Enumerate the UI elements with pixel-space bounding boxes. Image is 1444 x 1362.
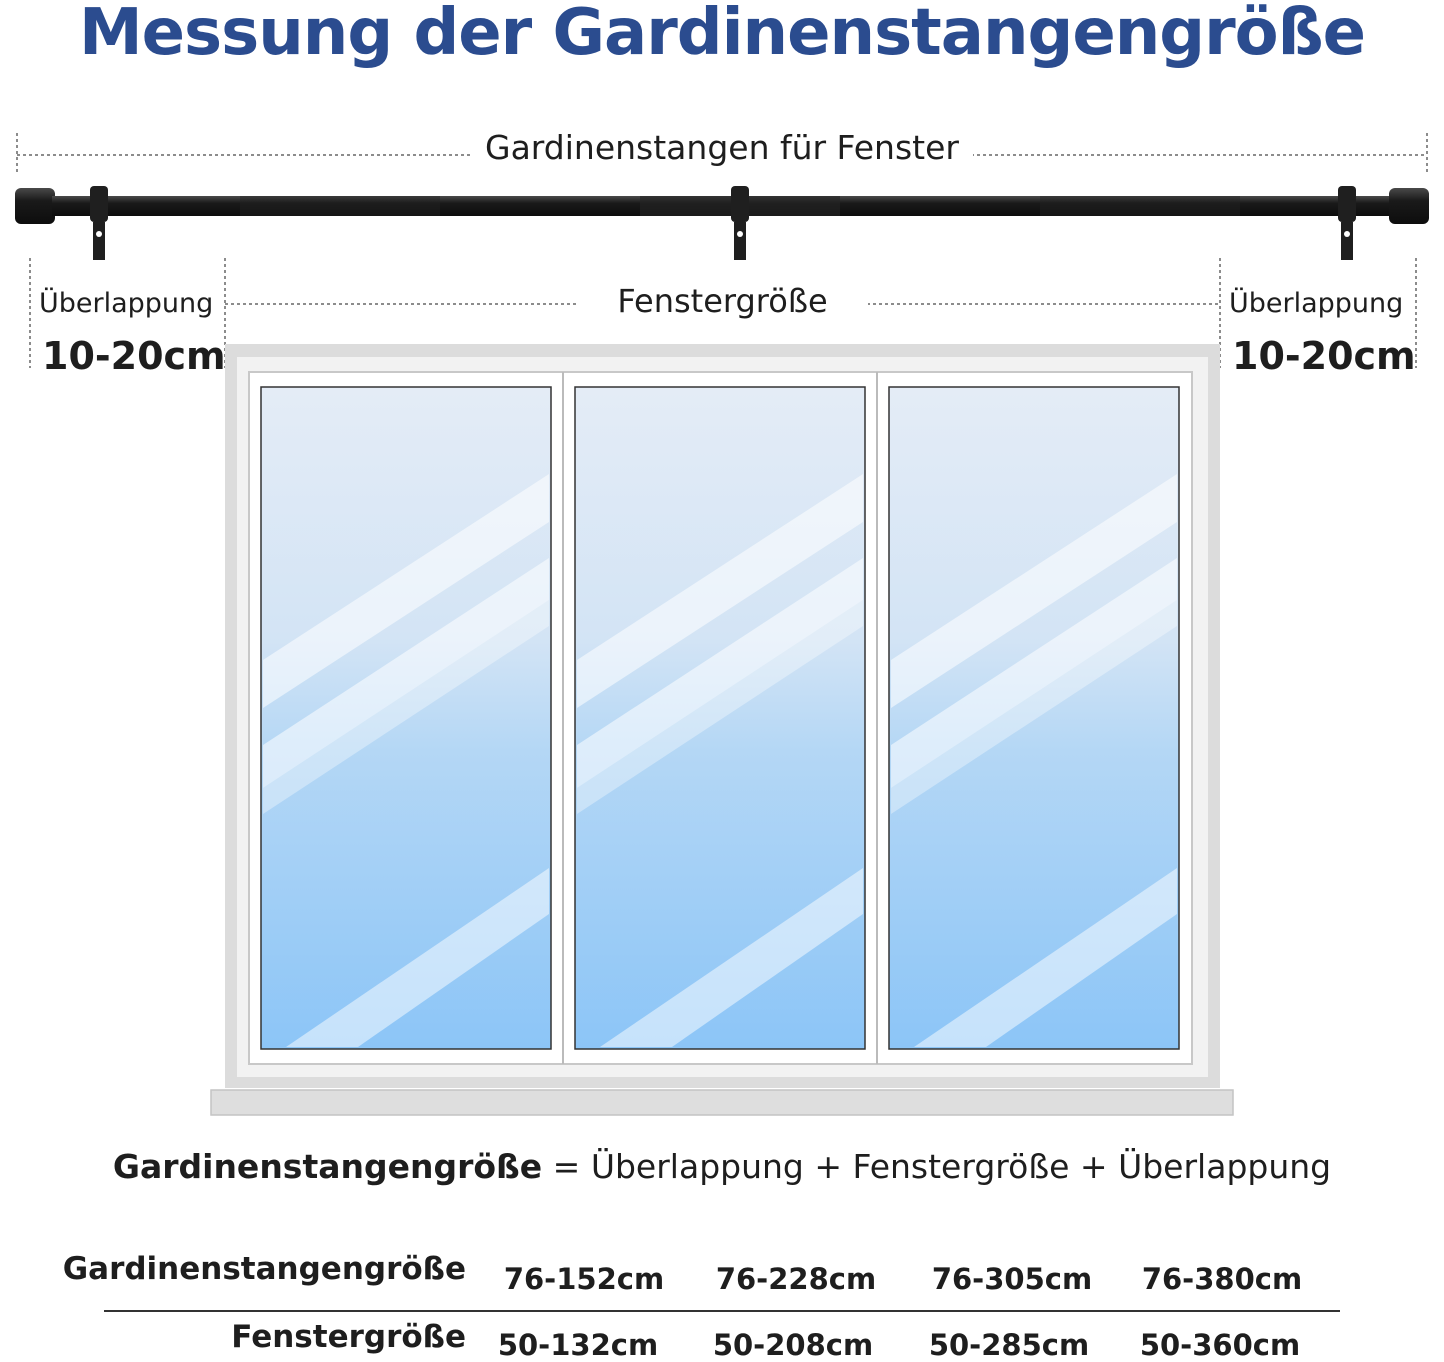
- size-formula: [0, 1147, 1444, 1186]
- window-pane-2: [575, 387, 865, 1049]
- table-row-label-rod-size: Gardinenstangengröße: [62, 1251, 466, 1287]
- window-dimension-label: [225, 282, 1220, 320]
- formula-term-window-size: Fenstergröße: [852, 1147, 1070, 1186]
- formula-equals: =: [552, 1147, 581, 1186]
- table-cell: 76-152cm: [503, 1262, 665, 1296]
- table-cell: 50-208cm: [712, 1328, 874, 1362]
- rod-bracket-right: [1338, 186, 1356, 260]
- rod-dimension-label: [0, 128, 1444, 167]
- formula-plus-1: +: [814, 1147, 843, 1186]
- overlap-right-value: 10-20cm: [1232, 334, 1416, 378]
- table-cell: 50-132cm: [497, 1328, 659, 1362]
- overlap-left-label: Überlappung: [39, 288, 214, 319]
- window-label-text: Fenstergröße: [577, 282, 867, 320]
- table-row-label-window-size: Fenstergröße: [231, 1319, 466, 1355]
- formula-plus-2: +: [1079, 1147, 1108, 1186]
- window-pane-3: [889, 387, 1179, 1049]
- formula-term-rod-size: Gardinenstangengröße: [112, 1147, 543, 1186]
- rod-bracket-center: [731, 186, 749, 260]
- table-cell: 76-380cm: [1141, 1262, 1303, 1296]
- overlap-right-label: Überlappung: [1229, 288, 1404, 319]
- curtain-rod: [15, 188, 1429, 224]
- table-cell: 76-305cm: [931, 1262, 1093, 1296]
- table-cell: 50-285cm: [928, 1328, 1090, 1362]
- formula-term-overlap-1: Überlappung: [590, 1147, 804, 1186]
- window-pane-1: [261, 387, 551, 1049]
- rod-label-text: Gardinenstangen für Fenster: [471, 128, 973, 167]
- rod-bracket-left: [90, 186, 108, 260]
- overlap-left-value: 10-20cm: [42, 334, 226, 378]
- table-divider: [104, 1310, 1340, 1312]
- table-cell: 76-228cm: [715, 1262, 877, 1296]
- table-cell: 50-360cm: [1139, 1328, 1301, 1362]
- formula-term-overlap-2: Überlappung: [1118, 1147, 1332, 1186]
- page-title: Messung der Gardinenstangengröße: [78, 0, 1366, 70]
